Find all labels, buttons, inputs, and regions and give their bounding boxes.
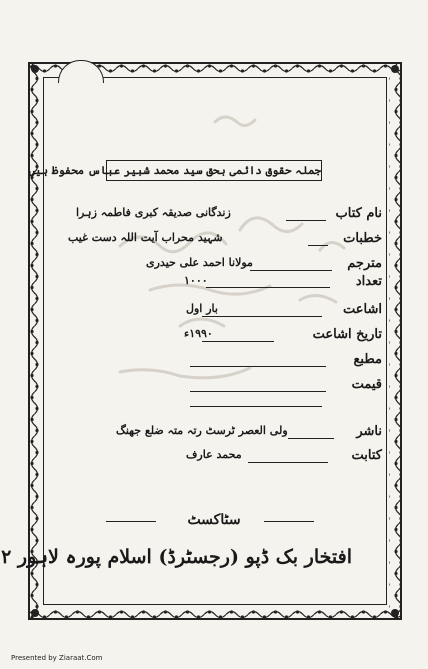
detail-row-publication-date — [46, 327, 382, 349]
detail-label: ناشر — [356, 424, 382, 439]
publisher-imprint: افتخار بک ڈپو (رجسٹرڈ) اسلام پورہ لاہور ۲ — [1, 546, 352, 568]
rights-notice: جملہ حقوق دائمی بحق سید محمد شبیر عباس محفوظ ہیں — [106, 160, 322, 181]
detail-value: ۱۰۰۰ — [184, 274, 208, 287]
detail-row-book-name — [46, 206, 382, 228]
detail-value: زندگانی صدیقہ کبری فاطمہ زہرا — [76, 206, 231, 219]
detail-label: قیمت — [351, 377, 382, 392]
footer-credit: Presented by Ziaraat.Com — [11, 654, 103, 662]
detail-value: ولی العصر ٹرسٹ رتہ متہ ضلع جھنگ — [116, 424, 288, 437]
detail-row-sermons — [46, 231, 382, 253]
detail-row-edition — [46, 302, 382, 324]
detail-label: تعداد — [355, 274, 382, 289]
detail-value: شہید محراب آیت اللہ دست غیب — [68, 231, 223, 244]
detail-label: مترجم — [347, 256, 382, 271]
detail-row-press — [46, 352, 382, 374]
detail-row-calligraphy — [46, 448, 382, 470]
detail-row-quantity — [46, 274, 382, 302]
detail-row-publisher — [46, 424, 382, 446]
detail-value: بار اول — [186, 302, 218, 315]
detail-label: تاریخ اشاعت — [312, 327, 382, 342]
detail-row-blank — [46, 392, 382, 414]
detail-value: محمد عارف — [186, 448, 242, 461]
detail-label: مطبع — [353, 352, 382, 367]
stockist-heading: سٹاکسٹ — [187, 512, 241, 528]
detail-value: ۱۹۹۰ء — [184, 327, 213, 340]
detail-label: خطبات — [343, 231, 382, 246]
stockist-rule-right — [264, 521, 314, 522]
detail-row-translator — [46, 256, 382, 278]
detail-label: اشاعت — [343, 302, 382, 317]
detail-label: نام کتاب — [335, 206, 382, 221]
detail-value: مولانا احمد علی حیدری — [146, 256, 253, 269]
detail-label: کتابت — [351, 448, 382, 463]
